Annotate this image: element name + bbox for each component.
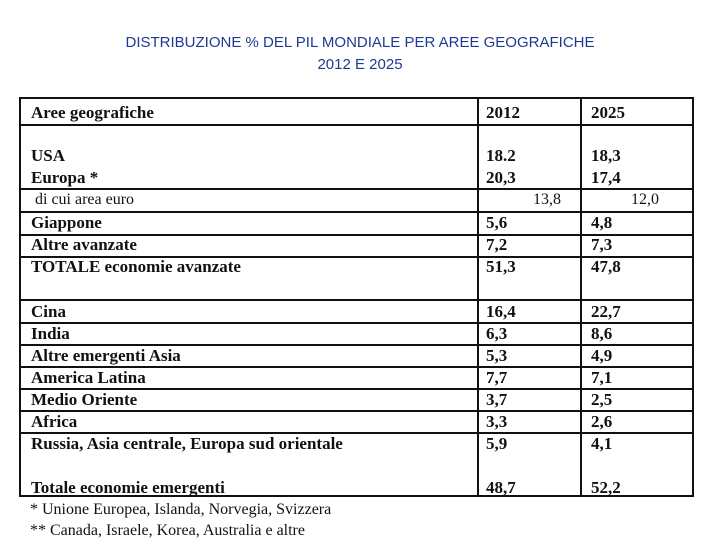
row-region: America Latina [31,368,146,387]
gdp-distribution-table [19,97,694,497]
row-2012: 6,3 [486,324,508,343]
row-2025: 7,3 [591,235,613,254]
row-2025: 4,1 [591,434,613,453]
row-2012-sub: 13,8 [533,191,561,208]
row-region-sub: di cui area euro [35,191,135,208]
row-2012: 20,3 [486,168,516,187]
row-2025: 4,8 [591,213,613,232]
column-divider [580,99,582,495]
row-region: Cina [31,302,66,321]
row-2025-sub: 12,0 [631,191,659,208]
header-region: Aree geografiche [31,103,154,122]
row-divider [21,124,692,126]
row-2012: 3,3 [486,412,508,431]
row-2012: 7,2 [486,235,508,254]
row-region: USA [31,146,66,165]
row-region: Altre avanzate [31,235,137,254]
row-2025: 4,9 [591,346,613,365]
row-2025: 17,4 [591,168,621,187]
row-2012: 5,6 [486,213,508,232]
row-region: Europa * [31,168,99,187]
row-2012: 3,7 [486,390,508,409]
title-line-1: DISTRIBUZIONE % DEL PIL MONDIALE PER AREE GEOGRAFICHE [125,34,595,51]
row-2012: 18.2 [486,146,516,165]
row-2025: 22,7 [591,302,621,321]
row-divider [21,299,692,301]
row-2012: 7,7 [486,368,508,387]
column-divider [477,99,479,495]
row-2025: 52,2 [591,478,621,497]
row-region: Altre emergenti Asia [31,346,181,365]
row-region: Medio Oriente [31,390,138,409]
row-2025: 47,8 [591,257,621,276]
row-region: Russia, Asia centrale, Europa sud orientale [31,434,343,453]
row-region: Africa [31,412,78,431]
row-2025: 8,6 [591,324,613,343]
footnote-1: * Unione Europea, Islanda, Norvegia, Svizzera [30,501,332,518]
row-2012: 5,3 [486,346,508,365]
row-2025: 2,5 [591,390,613,409]
row-2025: 18,3 [591,146,621,165]
row-region: Totale economie emergenti [31,478,225,497]
footnote-2: ** Canada, Israele, Korea, Australia e altre [30,522,305,539]
row-2025: 2,6 [591,412,613,431]
row-2012: 16,4 [486,302,516,321]
row-2012: 48,7 [486,478,516,497]
header-2012: 2012 [486,103,520,122]
row-region: TOTALE economie avanzate [31,257,241,276]
header-2025: 2025 [591,103,625,122]
row-2012: 5,9 [486,434,508,453]
row-2012: 51,3 [486,257,516,276]
row-region: India [31,324,70,343]
title-line-2: 2012 E 2025 [317,56,403,73]
row-2025: 7,1 [591,368,613,387]
row-region: Giappone [31,213,102,232]
